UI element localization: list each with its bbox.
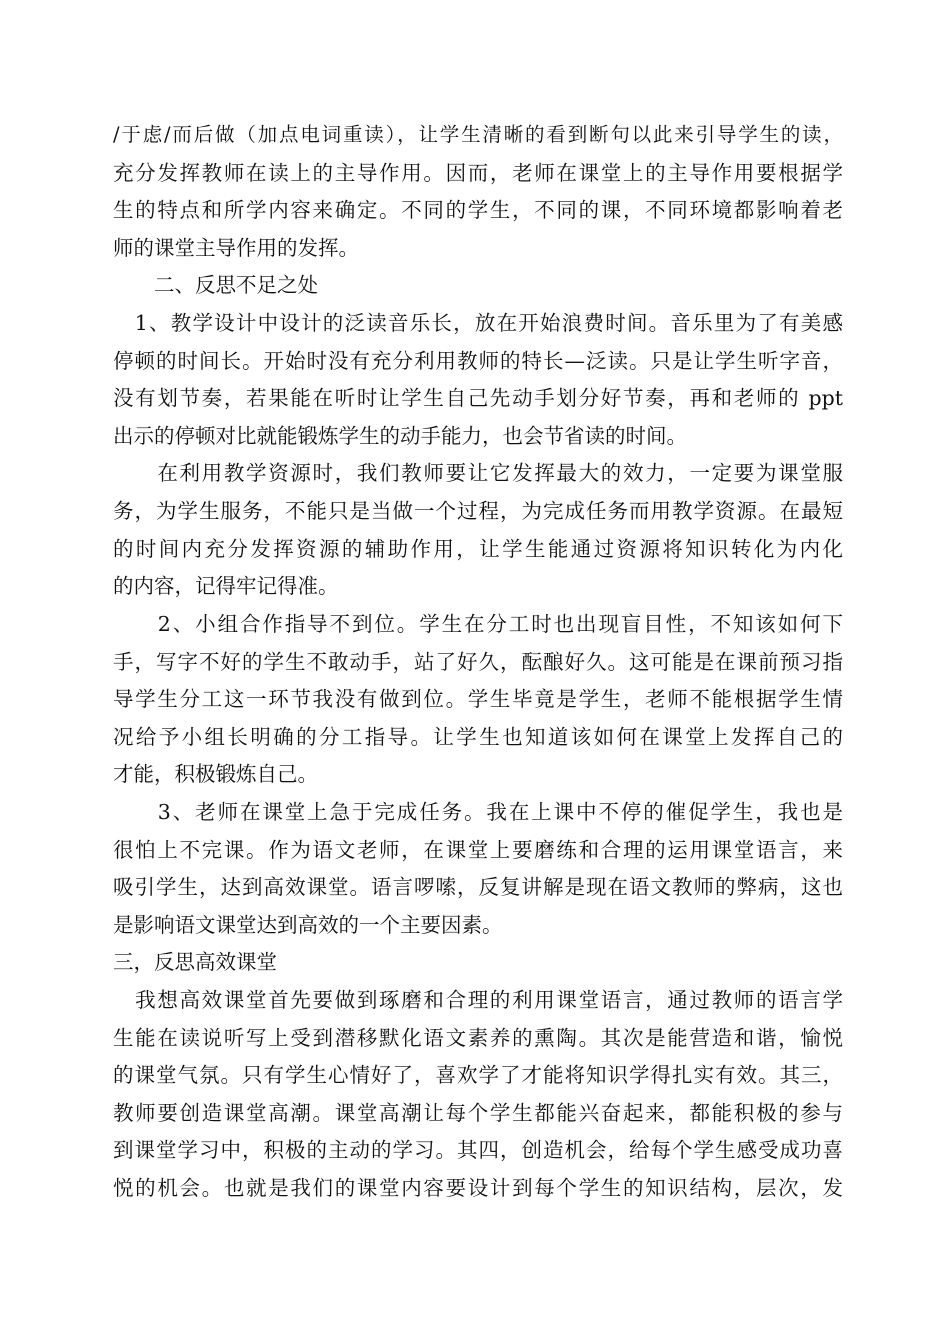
text-line: 充分发挥教师在读上的主导作用。因而，老师在课堂上的主导作用要根据学 <box>113 161 843 185</box>
text-line: 2、小组合作指导不到位。学生在分工时也出现盲目性，不知该如何下 <box>113 612 843 636</box>
text-line: 悦的机会。也就是我们的课堂内容要设计到每个学生的知识结构，层次，发 <box>113 1176 843 1200</box>
text-line: 在利用教学资源时，我们教师要让它发挥最大的效力，一定要为课堂服 <box>113 461 843 485</box>
text-line: /于虑/而后做（加点电词重读），让学生清晰的看到断句以此来引导学生的读， <box>113 123 843 146</box>
text-line: 3、老师在课堂上急于完成任务。我在上课中不停的催促学生，我也是 <box>113 800 843 824</box>
text-line: 手，写字不好的学生不敢动手，站了好久，酝酿好久。这可能是在课前预习指 <box>113 650 843 674</box>
text-line: 吸引学生，达到高效课堂。语言啰嗦，反复讲解是现在语文教师的弊病，这也 <box>113 875 843 899</box>
text-line: 出示的停顿对比就能锻炼学生的动手能力，也会节省读的时间。 <box>113 424 687 448</box>
text-line: 是影响语文课堂达到高效的一个主要因素。 <box>113 913 503 937</box>
text-line: 没有划节奏，若果能在听时让学生自己先动手划分好节奏，再和老师的 ppt <box>113 386 843 410</box>
text-line: 我想高效课堂首先要做到琢磨和合理的利用课堂语言，通过教师的语言学 <box>113 988 843 1012</box>
text-line: 师的课堂主导作用的发挥。 <box>113 236 359 260</box>
text-line: 的内容，记得牢记得准。 <box>113 574 339 598</box>
text-line: 的课堂气氛。只有学生心情好了，喜欢学了才能将知识学得扎实有效。其三， <box>113 1063 843 1087</box>
text-line: 教师要创造课堂高潮。课堂高潮让每个学生都能兴奋起来，都能积极的参与 <box>113 1101 843 1125</box>
text-line: 导学生分工这一环节我没有做到位。学生毕竟是学生，老师不能根据学生情 <box>113 687 843 711</box>
text-line: 1、教学设计中设计的泛读音乐长，放在开始浪费时间。音乐里为了有美感 <box>113 311 843 335</box>
text-line: 到课堂学习中，积极的主动的学习。其四，创造机会，给每个学生感受成功喜 <box>113 1138 843 1162</box>
text-line: 生的特点和所学内容来确定。不同的学生，不同的课，不同环境都影响着老 <box>113 198 843 222</box>
text-line: 况给予小组长明确的分工指导。让学生也知道该如何在课堂上发挥自己的 <box>113 725 843 749</box>
text-line: 停顿的时间长。开始时没有充分利用教师的特长—泛读。只是让学生听字音， <box>113 349 843 373</box>
text-line: 很怕上不完课。作为语文老师，在课堂上要磨练和合理的运用课堂语言，来 <box>113 838 843 862</box>
section-heading: 二、反思不足之处 <box>113 273 318 297</box>
text-line: 生能在读说听写上受到潜移默化语文素养的熏陶。其次是能营造和谐，愉悦 <box>113 1026 843 1050</box>
text-line: 的时间内充分发挥资源的辅助作用，让学生能通过资源将知识转化为内化 <box>113 537 843 561</box>
text-line: 才能，积极锻炼自己。 <box>113 762 318 786</box>
section-heading: 三，反思高效课堂 <box>113 950 277 974</box>
text-line: 务，为学生服务，不能只是当做一个过程，为完成任务而用教学资源。在最短 <box>113 499 843 523</box>
